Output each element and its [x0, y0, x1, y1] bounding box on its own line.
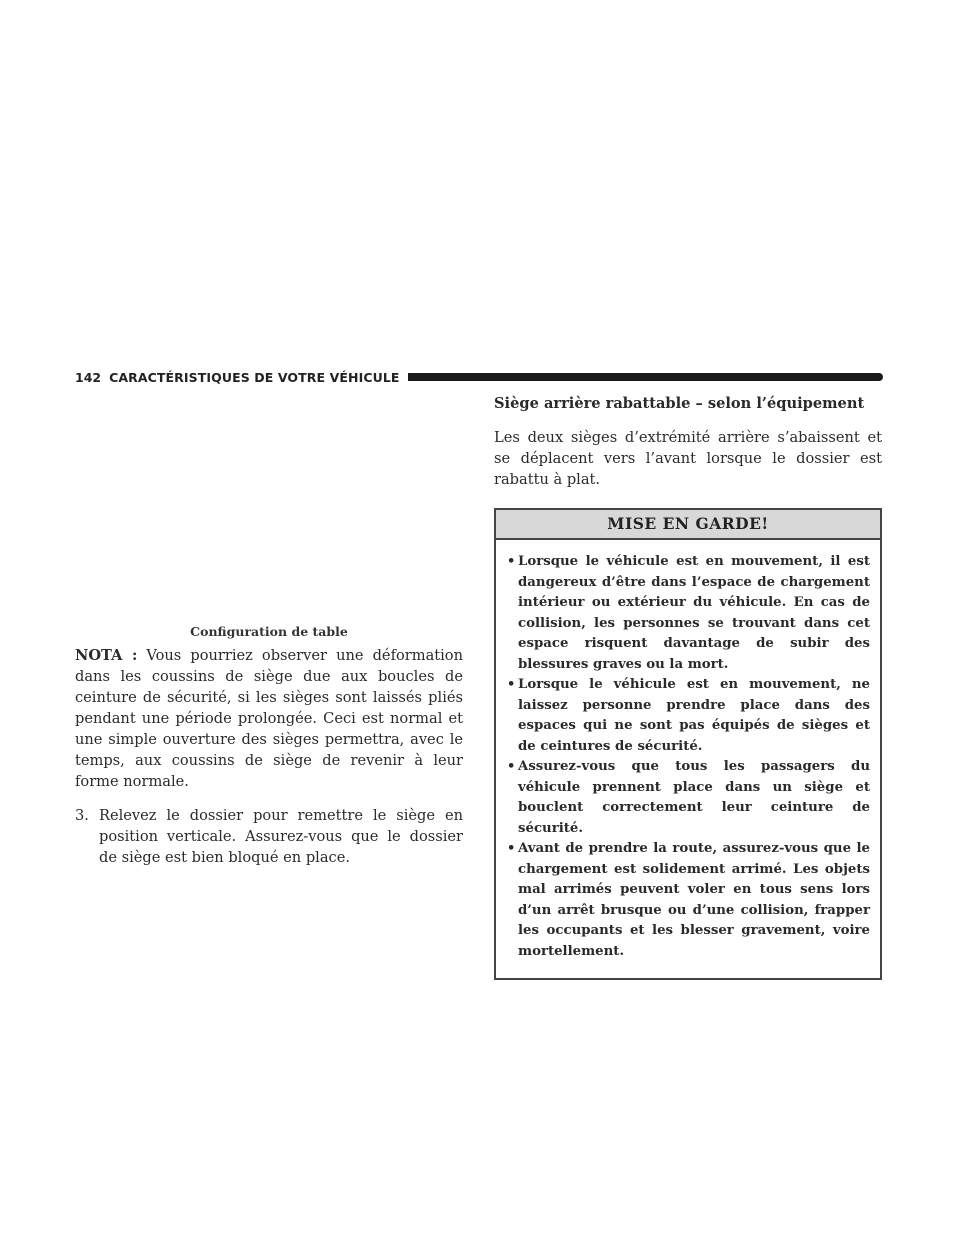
page-number: 142: [75, 369, 102, 385]
section-body: Les deux sièges d’extrémité arrière s’abaissent et se déplacent vers l’avant lorsque le dossier est rabattu à plat.: [494, 429, 882, 488]
header-rule: [408, 373, 883, 381]
step-number: 3.: [75, 807, 89, 824]
warning-box: [494, 508, 882, 980]
figure-caption: Configuration de table: [190, 624, 348, 639]
step-text: Relevez le dossier pour remettre le siège en position verticale. Assurez-vous que le dossier de siège est bien bloqué en place.: [99, 807, 463, 866]
warning-text: Avant de prendre la route, assurez-vous que le chargement est solidement arrimé. Les objets mal arrimés peuvent voler en tous sens lors d’un arrêt brusque ou d’une collision, frapper les occupants et les blesser gravement, voire mortellement.: [518, 841, 870, 959]
warning-item: [507, 675, 870, 757]
nota-label: NOTA :: [75, 647, 138, 664]
warning-text: Lorsque le véhicule est en mouvement, il est dangereux d’être dans l’espace de chargement intérieur ou extérieur du véhicule. En cas de collision, les personnes se trouvant dans cet espace risquent davantage de subir des blessures graves ou la mort.: [518, 554, 870, 672]
warning-item: [507, 552, 870, 675]
warning-item: [507, 839, 870, 962]
nota-text: Vous pourriez observer une déformation dans les coussins de siège due aux boucles de ceinture de sécurité, si les sièges sont laissés pliés pendant une période prolongée. Ceci est normal et une simple ouverture des sièges permettra, avec le temps, aux coussins de siège de revenir à leur forme normale.: [75, 647, 463, 790]
right-column: [494, 393, 882, 980]
left-column: [75, 645, 463, 868]
page-header: [75, 368, 883, 386]
warning-title: MISE EN GARDE!: [496, 510, 880, 540]
section-heading: Siège arrière rabattable – selon l’équipement: [494, 395, 865, 412]
bullet: •: [507, 759, 516, 774]
bullet: •: [507, 677, 516, 692]
warning-text: Lorsque le véhicule est en mouvement, ne laissez personne prendre place dans des espaces qui ne sont pas équipés de sièges et de ceintures de sécurité.: [518, 677, 870, 754]
nota-paragraph: [75, 645, 463, 792]
section-title: CARACTÉRISTIQUES DE VOTRE VÉHICULE: [109, 369, 400, 385]
warning-text: Assurez-vous que tous les passagers du véhicule prennent place dans un siège et bouclent correctement leur ceinture de sécurité.: [518, 759, 870, 836]
warning-item: [507, 757, 870, 839]
bullet: •: [507, 554, 516, 569]
bullet: •: [507, 841, 516, 856]
step-item: [75, 805, 463, 868]
warning-list: [496, 540, 880, 978]
